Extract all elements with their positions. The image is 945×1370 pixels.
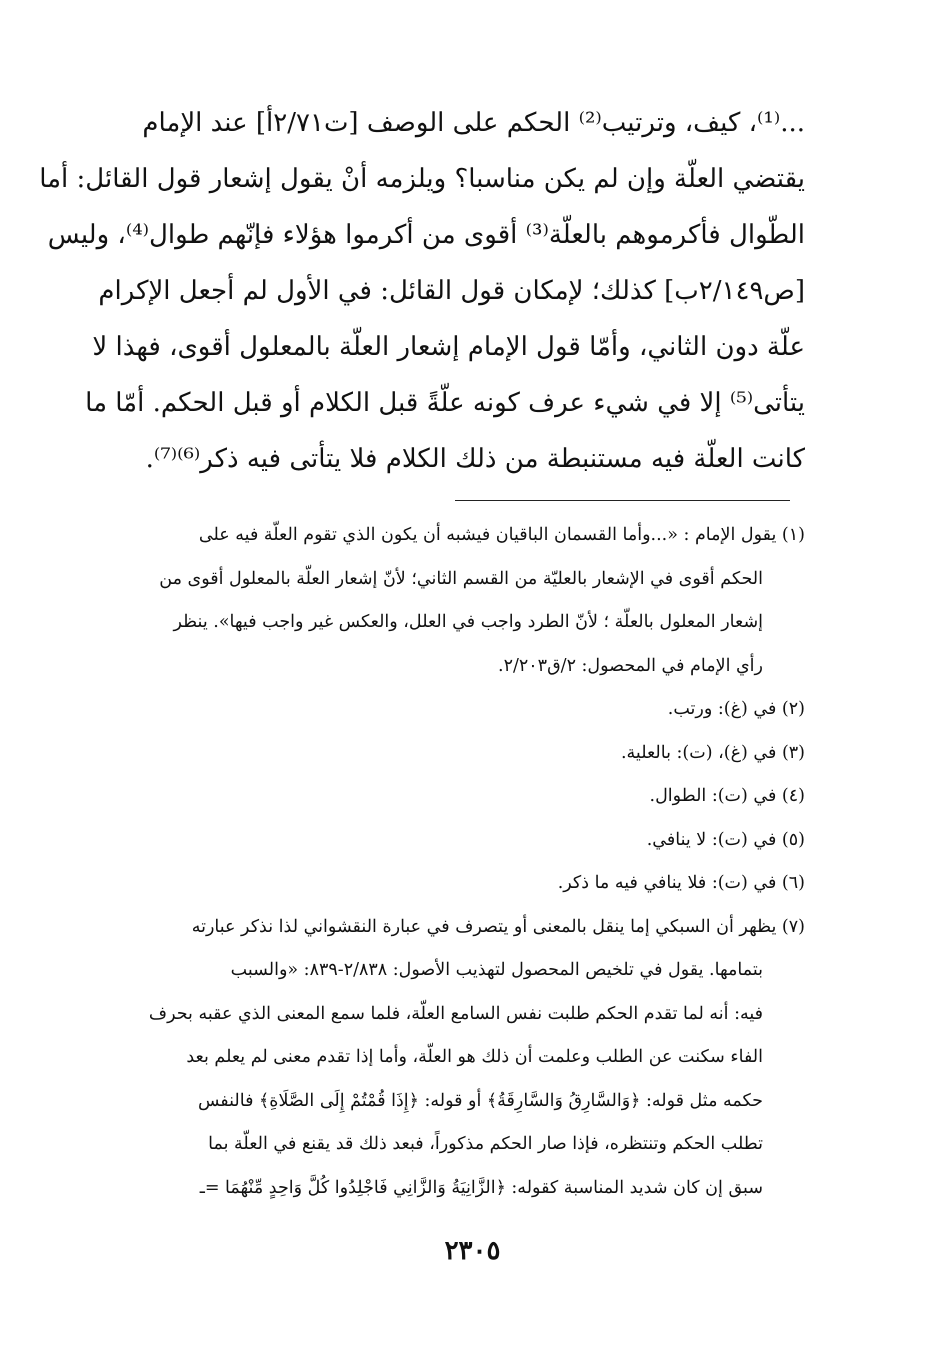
- main-text-block: [39, 95, 805, 487]
- footnote-line: حكمه مثل قوله: ﴿وَالسَّارِقُ وَالسَّارِقَةُ﴾ أو قوله: ﴿إِذَا قُمْتُمْ إِلَى الصَّلَاةِ﴾ فالنفس: [197, 1090, 763, 1111]
- footnote-4: [125, 775, 805, 819]
- footnote-line: الحكم أقوى في الإشعار بالعليّة من القسم الثاني؛ لأنّ إشعار العلّة بالمعلول أقوى من: [159, 568, 763, 589]
- footnote-line: الفاء سكنت عن الطلب وعلمت أن ذلك هو العلّة، وأما إذا تقدم معنى لم يعلم بعد: [186, 1047, 763, 1067]
- footnote-2: [125, 688, 805, 732]
- footnote-6: [125, 862, 805, 906]
- footnote-line: رأي الإمام في المحصول: ٢/ق٢/٢٠٣.: [498, 655, 763, 676]
- footnote-line: (٧) يظهر أن السبكي إما ينقل بالمعنى أو يتصرف في عبارة النقشواني لذا نذكر عبارته: [191, 916, 805, 937]
- footnote-line: تطلب الحكم وتنتظره، فإذا صار الحكم مذكوراً، فبعد ذلك قد يقنع في العلّة بما: [208, 1134, 763, 1154]
- main-text-line: ...⁽¹⁾، كيف، وترتيب⁽²⁾ الحكم على الوصف [ت٢/٧١أ] عند الإمام: [142, 108, 805, 138]
- main-text-line: علّة دون الثاني، وأمّا قول الإمام إشعار العلّة بالمعلول أقوى، فهذا لا: [92, 332, 805, 362]
- footnote-line: بتمامها. يقول في تلخيص المحصول لتهذيب الأصول: ٢/٨٣٨-٨٣٩: «والسبب: [230, 960, 763, 980]
- footnote-line: فيه: أنه لما تقدم الحكم طلبت نفس السامع العلّة، فلما سمع المعنى الذي عقبه بحرف: [148, 1003, 763, 1024]
- footnote-divider: [455, 500, 790, 501]
- footnote-line: (٥) في (ت): لا ينافي.: [646, 829, 805, 850]
- footnote-line: (٤) في (ت): الطوال.: [649, 786, 805, 806]
- main-text-line: [ص٢/١٤٩ب] كذلك؛ لإمكان قول القائل: في الأول لم أجعل الإكرام: [98, 276, 805, 306]
- footnote-1: [125, 514, 805, 688]
- main-text-line: يتأتى⁽⁵⁾ إلا في شيء عرف كونه علّةً قبل الكلام أو قبل الحكم. أمّا ما: [85, 388, 805, 418]
- footnote-3: [125, 732, 805, 776]
- footnote-line: (٦) في (ت): فلا ينافي فيه ما ذكر.: [557, 873, 805, 893]
- main-text-line: الطّوال فأكرموهم بالعلّة⁽³⁾ أقوى من أكرموا هؤلاء فإنّهم طوال⁽⁴⁾، وليس: [47, 220, 805, 250]
- footnote-line: (٢) في (غ): ورتب.: [667, 699, 805, 719]
- footnote-line: (٣) في (غ)، (ت): بالعلية.: [620, 742, 805, 763]
- footnote-line: سبق إن كان شديد المناسبة كقوله: ﴿الزَّانِيَةُ وَالزَّانِي فَاجْلِدُوا كُلَّ وَاحِدٍ مِّنْهُمَا =ـ: [199, 1177, 763, 1198]
- footnote-line: إشعار المعلول بالعلّة ؛ لأنّ الطرد واجب في العلل، والعكس غير واجب فيها». ينظر: [173, 612, 763, 632]
- footnote-5: [125, 819, 805, 863]
- main-text-line: يقتضي العلّة وإن لم يكن مناسبا؟ ويلزمه أنْ يقول إشعار قول القائل: أما: [39, 164, 805, 194]
- footnote-7: [125, 906, 805, 1211]
- page-number: ٢٣٠٥: [444, 1236, 501, 1266]
- main-text-line: كانت العلّة فيه مستنبطة من ذلك الكلام فلا يتأتى فيه ذكر⁽⁶⁾⁽⁷⁾.: [145, 444, 805, 474]
- footnote-line: (١) يقول الإمام : «...وأما القسمان الباقيان فيشبه أن يكون الذي تقوم العلّة فيه على: [198, 525, 805, 545]
- footnotes-block: [125, 514, 805, 1210]
